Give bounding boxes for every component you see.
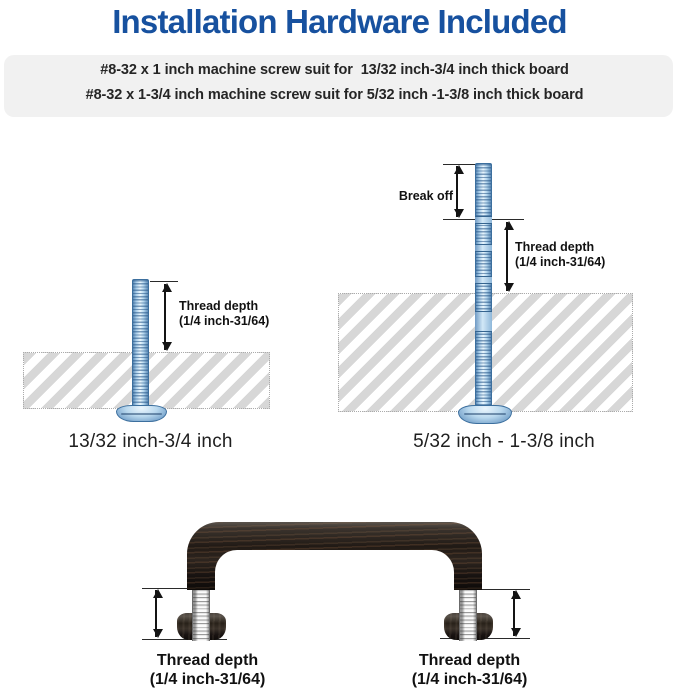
arrowhead-up-icon [162, 283, 172, 292]
annotation-line: (1/4 inch-31/64) [515, 255, 606, 269]
tick-line [490, 219, 524, 220]
dimension-arrow-right-thread-depth [506, 222, 508, 291]
screw-left-shaft [132, 279, 149, 408]
arrowhead-down-icon [162, 342, 172, 351]
annotation-line: Thread depth [418, 652, 521, 669]
annotation-line: (1/4 inch-31/64) [411, 671, 528, 688]
tick-line [150, 281, 178, 282]
threaded-post-right [459, 588, 477, 641]
annotation-line: (1/4 inch-31/64) [149, 671, 266, 688]
annotation-line: Thread depth [156, 652, 259, 669]
break-off-groove [475, 276, 492, 284]
annotation-line: Thread depth [179, 299, 259, 313]
thread-depth-annotation-left [179, 299, 269, 329]
handle-thread-depth-label-left [125, 651, 290, 689]
break-off-groove [475, 311, 492, 332]
dimension-arrow-break-off [456, 166, 458, 217]
arrowhead-up-icon [504, 221, 514, 230]
thread-depth-annotation-right [515, 240, 605, 270]
tick-line [443, 219, 476, 220]
dimension-arrow-handle-left [155, 590, 157, 637]
arrowhead-down-icon [153, 629, 163, 638]
spec-line-2: #8-32 x 1-3/4 inch machine screw suit for 5/32 inch -1-3/8 inch thick board [85, 87, 584, 103]
annotation-line: Thread depth [515, 240, 595, 254]
dimension-arrow-handle-right [513, 591, 515, 636]
break-off-groove [475, 244, 492, 252]
break-off-groove [475, 216, 492, 224]
page-title: Installation Hardware Included [112, 3, 567, 40]
arrowhead-up-icon [153, 589, 163, 598]
screw-right-head [458, 405, 512, 424]
caption-right-board-thickness: 5/32 inch - 1-3/8 inch [413, 431, 595, 452]
arrowhead-down-icon [511, 628, 521, 637]
arrowhead-down-icon [454, 209, 464, 218]
screw-left-head [116, 405, 167, 422]
handle-inner-cutout [215, 550, 454, 591]
screw-right-shaft [475, 163, 492, 408]
arrowhead-up-icon [454, 165, 464, 174]
handle-thread-depth-label-right [387, 651, 552, 689]
threaded-post-left [192, 588, 210, 641]
dimension-arrow-left-thread-depth [164, 284, 166, 350]
spec-line-1: #8-32 x 1 inch machine screw suit for 13/32 inch-3/4 inch thick board [100, 62, 569, 78]
arrowhead-up-icon [511, 590, 521, 599]
arrowhead-down-icon [504, 283, 514, 292]
caption-left-board-thickness: 13/32 inch-3/4 inch [68, 431, 233, 452]
break-off-annotation: Break off [398, 189, 453, 203]
annotation-line: (1/4 inch-31/64) [179, 314, 270, 328]
